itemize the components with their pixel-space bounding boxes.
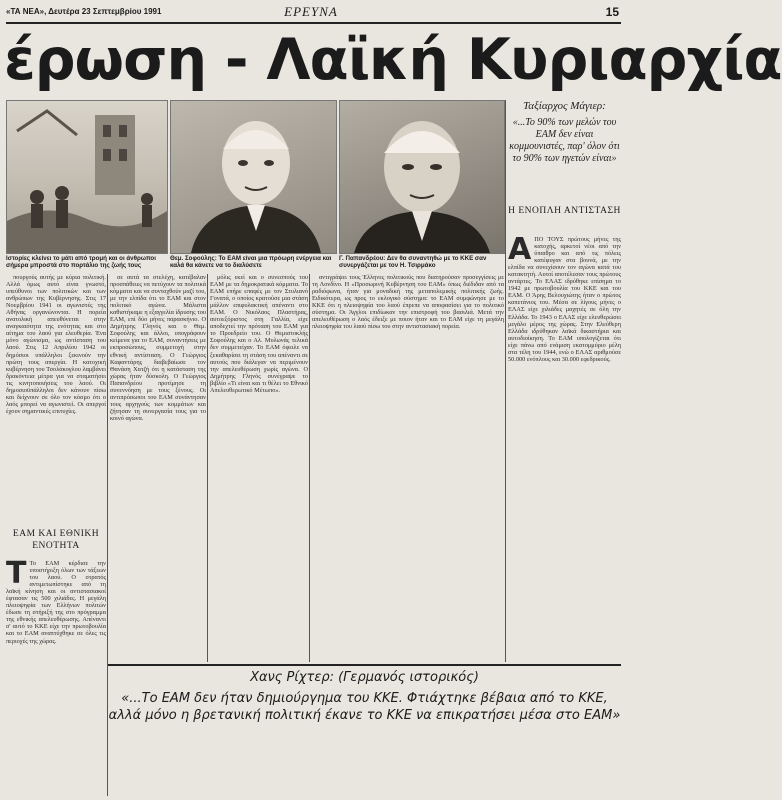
column-divider-4 xyxy=(505,100,506,662)
eam-unity-subhead: ΕΑΜ ΚΑΙ ΕΘΝΙΚΗ ΕΝΟΤΗΤΑ xyxy=(12,529,100,551)
article-column-1 xyxy=(6,274,106,520)
article-column-2 xyxy=(110,274,206,662)
sidebar-quote-name: Ταξίαρχος Μάγιερ: xyxy=(523,100,606,112)
page-number: 15 xyxy=(605,5,619,19)
sofoulis-photo xyxy=(170,100,337,254)
masthead-date: «ΤΑ ΝΕΑ», Δευτέρα 23 Σεπτεμβρίου 1991 xyxy=(6,7,162,16)
column-1b-text: Το ΕΑΜ κέρδισε την υποστήριξη όλων των τάξεων του λαού. Ο στρατός αντιμετωπίστηκε από τη λαϊκή κίνηση και οι αντιστασιακοί έφτασαν τις 500 χιλιάδες. Η μεγάλη πλειοψηφία των Ελλήνων πολιτών έδωσε τη στήριξή της στο πρόγραμμα της εθνικής απελευθέρωσης. Απέναντι σ' αυτό το ΚΚΕ είχε την πρωτοβουλία και το ΕΑΜ αναπτύχθηκε σε όλες τις περιοχές της χώρας. xyxy=(6,560,106,645)
papandreou-photo xyxy=(339,100,505,254)
bottom-quote-box xyxy=(108,664,621,798)
engraving-illustration xyxy=(6,100,168,254)
column-3-text: μόλις εκεί και ο συνεσπούς του ΕΑΜ με τα δημοκρατικά κόμματα. Το ΕΑΜ επήρε επαφές με τον Στυλιανό Γονατά, ο οποίος κρατούσε μια στάση μάλλον επιφυλακτική απέναντι στο ΕΑΜ. Ο Νικόλαος Πλαστήρας, αυτοεξόριστος στη Γαλλία, είχε αποδεχτεί την πρόταση του ΕΑΜ για το Προεδρείο του. Ο Θεμιστοκλής Σοφούλης και ο Αλ. Μυλωνάς τελικά δεν συμμετείχαν. Το ΕΑΜ όφειλε να ξεκαθαρίσει τη στάση του απέναντι σε αυτούς που διάλεγαν να περιμένουν την απελευθέρωση χωρίς αγώνα. Ο Δημήτρης Γληνός συνέγραψε το βιβλίο «Τι είναι και τι θέλει το Εθνικό Απελευθερωτικό Μέτωπο». xyxy=(210,274,308,394)
sidebar-quote-box xyxy=(508,100,621,195)
top-rule xyxy=(6,22,621,24)
column-divider-2 xyxy=(207,274,208,662)
article-column-1b xyxy=(6,556,106,796)
column-5-text: ΠΟ ΤΟΥΣ πρώτους μήνες της κατοχής, αρκετοί νέοι από την ύπαιθρο και από τις πόλεις κατέφυγαν στα βουνά, με την ελπίδα να συνεχίσουν τον αγώνα κατά του κατακτητή. Αυτοί αποτέλεσαν τους πρώτους αντάρτες. Το ΕΛΑΣ ιδρύθηκε επίσημα το 1942 με πρωτοβουλία του ΚΚΕ και του ΕΑΜ. Ο Άρης Βελουχιώτης ήταν ο πρώτος καπετάνιος του. Μέσα σε λίγους μήνες ο ΕΛΑΣ είχε χιλιάδες μαχητές σε όλη την Ελλάδα. Το 1943 ο ΕΛΑΣ είχε ελευθερώσει μεγάλο μέρος της χώρας. Στην Ελεύθερη Ελλάδα ιδρύθηκαν λαϊκά δικαστήρια και αυτοδιοίκηση. Το ΕΑΜ υπολογίζεται ότι είχε πάνω από ενάμιση εκατομμύριο μέλη στα τέλη του 1944, ενώ ο ΕΛΑΣ αριθμούσε 50.000 ενόπλους και 30.000 εφεδρικούς. xyxy=(508,236,621,363)
headline: έρωση - Λαϊκή Κυριαρχία xyxy=(4,27,782,93)
section-title: ΕΡΕΥΝΑ xyxy=(284,4,338,19)
dropcap-letter-2: Τ xyxy=(6,556,27,591)
portrait-papandreou xyxy=(340,101,504,253)
engraving-art xyxy=(7,101,167,253)
resistance-subhead: Η ΕΝΟΠΛΗ ΑΝΤΙΣΤΑΣΗ xyxy=(508,206,621,216)
column-divider-3 xyxy=(309,274,310,662)
article-column-4 xyxy=(312,274,504,662)
column-1-text: πουργούς αυτής με κύρια πολιτική. Αλλά όμως αυτό είναι γνωστό, υπεύθυνοι των πολιτικών και των ανθρώπων της Κυβέρνησης. Στις 17 Νοεμβρίου 1941 οι αγωνιστές της Αθήνας οργανώνονται. Η πορεία ανατολική απευθύνεται στην αναγκαιότητα της ενότητας και στο αίτημα του λαού για ελευθερία. Ένα μόνο αγώνισμα, ως αντίσταση του λαού. Στις 12 Απριλίου 1942 οι δημόσιοι υπάλληλοι ξεκινούν την πρώτη τους απεργία. Η κατοχική κυβέρνηση του Τσολάκογλου λαμβάνει δρακόντεια μέτρα για να σταματήσει τις κινητοποιήσεις του λαού. Οι δημοσιοϋπάλληλοι δεν κάνουν πίσω και δείχνουν σε όλο τον κόσμο ότι ο λαός μπορεί να αγωνιστεί. Οι απεργοί έχουν σημαντικές επιτυχίες. xyxy=(6,274,106,415)
masthead-bar xyxy=(6,4,621,20)
dropcap-letter: Α xyxy=(508,232,532,267)
left-photo-caption: Ιστορίες κλείνει το μάτι από τρομή και οι άνθρωποι σήμερα μπροστά στο πορτάλιο της ζωής τους xyxy=(6,255,156,270)
sidebar-quote-text: «...Το 90% των μελών του ΕΑΜ δεν είναι κομμουνιστές, παρ' όλον ότι το 90% των ηγετών είναι» xyxy=(509,117,620,164)
article-column-3 xyxy=(210,274,308,662)
bottom-quote-name: Χανς Ρίχτερ: (Γερμανός ιστορικός) xyxy=(250,670,479,685)
center-photo-caption: Θεμ. Σοφούλης: Το ΕΑΜ είναι μια πρόωρη ενέργεια και καλά θα κάνετε να το διαλύσετε xyxy=(170,255,332,270)
portrait-sofoulis xyxy=(171,101,336,253)
bottom-quote-text: «...Το ΕΑΜ δεν ήταν δημιούργημα του ΚΚΕ. Φτιάχτηκε βέβαια από το ΚΚΕ, αλλά μόνο η βρετανική πολιτική έκανε το ΚΚΕ να επικρατήσει μέσα στο ΕΑΜ» xyxy=(108,691,621,723)
article-column-5 xyxy=(508,232,621,661)
column-2-text: σε αυτά τα στελέχη, κατέβαλαν προσπάθειες να πετύχουν τα πολιτικά κόμματα και να συνταχθούν μαζί του, με την ελπίδα ότι το ΕΑΜ και στον πολιτικό αγώνα. Μάλιστα καθιστήκαμε η εξαγγελία ίδρυσης του ΕΑΜ, επί δύο μήνες παρασκήνιο. Ο Δημήτρης Γληνός και ο Θεμ. Σοφούλης και άλλοι, υπογράφουν κείμενα για το ΕΑΜ, συναντήσεις με εκπροσώπους, συμμετοχή στην εθνική αντίσταση. Ο Γεώργιος Καφαντάρης διαβεβαίωσε τον Θανάση Χατζή ότι η κατάσταση της χώρας ήταν δύσκολη. Ο Γεώργιος Παπανδρέου προτίμησε τη συνεννόηση με τους ξένους. Οι αντιπρόσωποι του ΕΑΜ συνάντησαν τους αρχηγούς των κομμάτων και ζήτησαν τη συνεργασία τους για το κοινό αγώνα. xyxy=(110,274,206,422)
column-4-text: αντιγράψει τους Έλληνες πολιτικούς που διατηρούσαν προσεγγίσεις με τη Λονδίνο. Η «Προσωρινή Κυβέρνηση του ΕΑΜ» όπως διέδιδαν από τα ραδιόφωνα, ήταν για μοναδική της μεταπολεμικής πολιτικής ζωής. Ειδικότερα, ως προς το εκλογικό σύστημα: το ΕΑΜ συμφώνησε με το ΚΚΕ ότι η πλειοψηφία του λαού έπρεπε να αποφασίσει για το πολιτικό σύστημα. Οι Άγγλοι επιδίωκαν την επιστροφή του βασιλιά. Μετά την απελευθέρωση ο λαός έδειξε με ποιον ήταν και το ΕΑΜ είχε τη μεγάλη πλειοψηφία του λαού πίσω του στην αντιστασιακή πορεία. xyxy=(312,274,504,331)
right-photo-caption: Γ. Παπανδρέου: Δεν θα συναντηθώ με το ΚΚΕ σαν συνεργάζεται με τον Η. Τσιρμάκο xyxy=(339,255,487,270)
